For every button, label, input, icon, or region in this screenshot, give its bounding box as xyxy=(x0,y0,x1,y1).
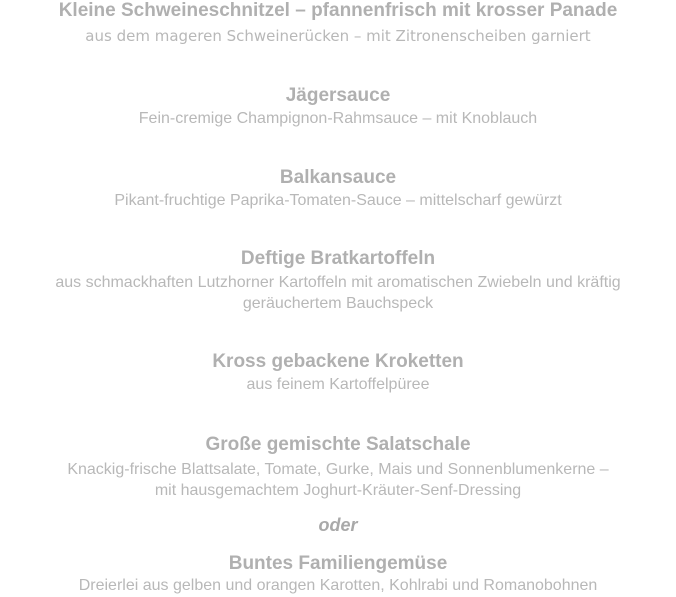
item-desc-bratkartoffeln-2: geräuchertem Bauchspeck xyxy=(242,295,434,312)
item-desc-bratkartoffeln-1: aus schmackhaften Lutzhorner Kartoffeln mit aromatischen Zwiebeln und kräftig xyxy=(55,274,621,291)
item-title-familiengemuese: Buntes Familiengemüse xyxy=(228,553,448,574)
separator-oder: oder xyxy=(318,515,358,535)
item-desc-salatschale-1: Knackig-frische Blattsalate, Tomate, Gurke, Mais und Sonnenblumenkerne – xyxy=(67,461,609,478)
item-title-kroketten: Kross gebackene Kroketten xyxy=(212,351,464,372)
item-title-schnitzel: Kleine Schweineschnitzel – pfannenfrisch mit krosser Panade xyxy=(58,0,618,21)
item-desc-kroketten: aus feinem Kartoffelpüree xyxy=(246,376,430,393)
item-desc-salatschale-2: mit hausgemachtem Joghurt-Kräuter-Senf-Dressing xyxy=(154,482,522,499)
item-desc-balkansauce: Pikant-fruchtige Paprika-Tomaten-Sauce – mittelscharf gewürzt xyxy=(114,192,562,209)
item-desc-jaegersauce: Fein-cremige Champignon-Rahmsauce – mit Knoblauch xyxy=(138,110,538,127)
item-desc-familiengemuese: Dreierlei aus gelben und orangen Karotten, Kohlrabi und Romanobohnen xyxy=(78,577,598,594)
item-title-bratkartoffeln: Deftige Bratkartoffeln xyxy=(240,248,436,269)
item-title-salatschale: Große gemischte Salatschale xyxy=(205,434,471,455)
item-desc-schnitzel: aus dem mageren Schweinerücken – mit Zitronenscheiben garniert xyxy=(85,27,591,45)
item-title-balkansauce: Balkansauce xyxy=(279,167,397,188)
item-title-jaegersauce: Jägersauce xyxy=(285,85,391,106)
